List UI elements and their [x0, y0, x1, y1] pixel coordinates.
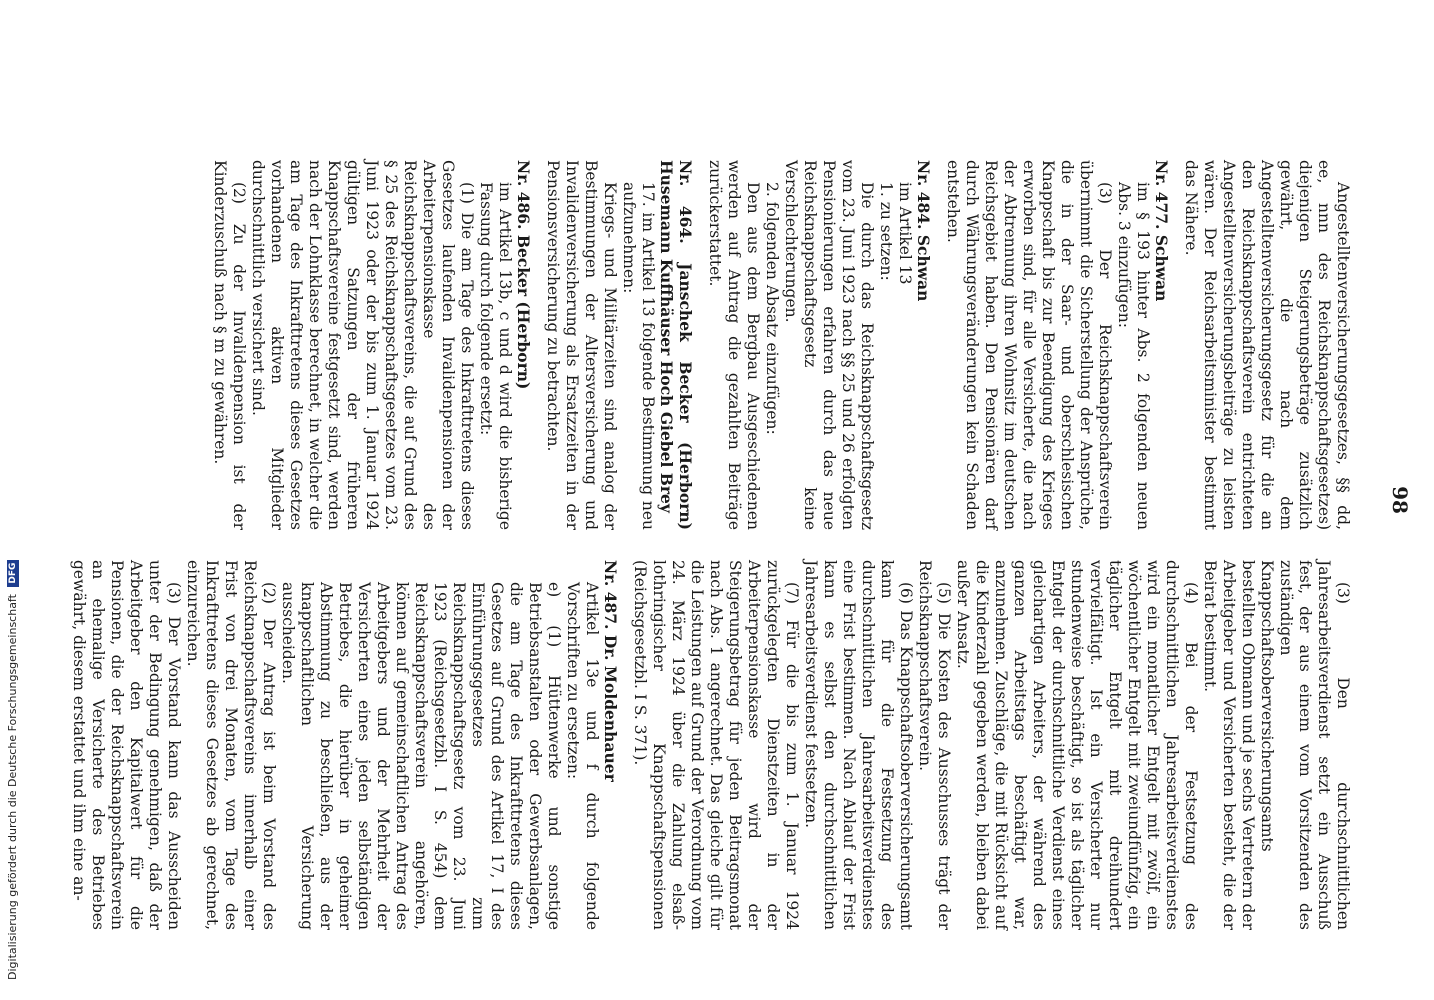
paragraph: Angestelltenversicherungsgesetzes, §§ dd, ee, nnn des Reichsknappschaftsgesetzes) diejenigen Steigerungsbeträge zusätzlich gewährt, die nach dem Angestelltenversicherungsgesetz für die an den Reichsknappschaftsverein entrichteten Angestelltenversicherungsbeiträge zu leisten wären. Der Reichsarbeitsminister bestimmt das Nähere.	[1182, 160, 1352, 530]
digitization-credit	[6, 0, 26, 980]
document-page	[5, 0, 1430, 1000]
paragraph: 1. zu setzen:	[877, 182, 895, 281]
paragraph: (4) Bei der Festsetzung des durchschnittlichen Jahresarbeitsverdienstes wird ein monatlicher Entgelt mit zwölf, ein wöchentlicher Entgelt mit zweiundfünfzig, ein täglicher Entgelt mit dreihundert vervielfältigt. Ist ein Versicherter nur stundenweise beschäftigt, so ist als täglicher Entgelt der durchschnittliche Verdienst eines gleichartigen Arbeiters, der während des ganzen Arbeitstags beschäftigt war, anzunehmen. Zuschläge, die mit Rücksicht auf die Kinderzahl gegeben werden, bleiben dabei außer Ansatz.	[954, 560, 1200, 930]
paragraph: e) (1) Hüttenwerke und sonstige Betriebsanstalten oder Gewerbsanlagen, die am Tage des Inkrafttretens dieses Gesetzes auf Grund des Artikel 17, I des Einführungsgesetzes zum Reichsknappschaftsgesetz vom 23. Juni 1923 (Reichsgesetzbl. I S. 454) dem Reichsknappschaftsverein angehören, können auf gemeinschaftlichen Antrag des Arbeitgebers und der Mehrheit der Versicherten eines jeden selbständigen Betriebes, die hierüber in geheimer Abstimmung zu beschließen, aus der knappschaftlichen Versicherung ausscheiden.	[279, 582, 563, 930]
paragraph: (5) Die Kosten des Ausschusses trägt der Reichsknappschaftsverein.	[916, 560, 953, 930]
page-number: 98	[1388, 486, 1412, 514]
right-column	[69, 560, 1352, 930]
paragraph: (3) Der Reichsknappschaftsverein übernimmt die Sicherstellung der Ansprüche, die in der Saar- und oberschlesischen Knappschaft bis zur Beendigung des Krieges erworben sind, für alle Versicherte, die nach der Abtrennung ihren Wohnsitz im deutschen Reichsgebiet haben. Den Pensionären darf durch Währungsveränderungen kein Schaden entstehen.	[944, 160, 1114, 530]
dfg-logo: DFG	[7, 560, 19, 587]
paragraph: im Artikel 13	[896, 182, 914, 285]
paragraph: Den aus dem Bergbau Ausgeschiedenen werden auf Antrag die gezahlten Beiträge zurückerstattet.	[706, 160, 762, 530]
paragraph: (2) Zu der Invalidenpension ist der Kinderzuschuß nach § m zu gewähren.	[211, 160, 248, 530]
credit-text: Digitalisierung gefördert durch die Deutsche Forschungsgemeinschaft	[6, 594, 19, 980]
paragraph: 17. im Artikel 13 folgende Bestimmung neu aufzunehmen:	[620, 182, 657, 530]
paragraph: im Artikel 13b, c und d wird die bisherige Fassung durch folgende ersetzt:	[477, 182, 514, 530]
section-heading: Nr. 487. Dr. Moldenhauer	[601, 560, 620, 782]
left-column	[210, 160, 1352, 530]
paragraph: im § 193 hinter Abs. 2 folgenden neuen Abs. 3 einzufügen:	[1115, 182, 1152, 530]
paragraph: Die durch das Reichsknappschaftsgesetz vom 23. Juni 1923 nach §§ 25 und 26 erfolgten Pensionierungen erfahren durch das neue Reichsknappschaftsgesetz keine Verschlechterungen.	[782, 160, 876, 530]
paragraph: (2) Der Antrag ist beim Vorstand des Reichsknappschaftsvereins innerhalb einer Frist von drei Monaten, vom Tage des Inkrafttretens dieses Gesetzes ab gerechnet, einzureichen.	[184, 560, 278, 930]
paragraph: 2. folgenden Absatz einzufügen:	[763, 182, 781, 435]
paragraph: (6) Das Knappschaftsoberversicherungsamt kann für die Festsetzung des durchschnittlichen Jahresarbeitsverdienstes eine Frist bestimmen. Nach Ablauf der Frist kann es selbst den durchschnittlichen Jahresarbeitsverdienst festsetzen.	[802, 560, 915, 930]
section-heading: Nr. 477. Schwan	[1152, 160, 1171, 302]
paragraph: Artikel 13e und f durch folgende Vorschriften zu ersetzen:	[564, 582, 601, 930]
paragraph: (3) Den durchschnittlichen Jahresarbeitsverdienst setzt ein Ausschuß fest, der aus einem vom Vorsitzenden des zuständigen Knappschaftsoberversicherungsamts bestellten Obmann und je sechs Vertretern der Arbeitgeber und Versicherten besteht, die der Beirat bestimmt.	[1201, 560, 1352, 930]
section-heading: Nr. 486. Becker (Herborn)	[514, 160, 533, 390]
paragraph: Kriegs- und Militärzeiten sind analog der Bestimmungen der Altersversicherung und Invalidenversicherung als Ersatzzeiten in der Pensionsversicherung zu betrachten.	[544, 160, 619, 530]
paragraph: (7) Für die bis zum 1. Januar 1924 zurückgelegten Dienstzeiten in der Arbeiterpensionskasse wird der Steigerungsbetrag für jeden Beitragsmonat nach Abs. 1 angerechnet. Das gleiche gilt für die Leistungen auf Grund der Verordnung vom 24. März 1924 über die Zahlung elsaß-lothringischer Knappschaftspensionen (Reichsgesetzbl. I S. 371).	[631, 560, 801, 930]
paragraph: (3) Der Vorstand kann das Ausscheiden unter der Bedingung genehmigen, daß der Arbeitgeber den Kapitalwert für die Pensionen, die der Reichsknappschaftsverein an ehemalige Versicherte des Betriebes gewährt, diesem erstattet und ihm eine an-	[70, 560, 183, 930]
paragraph: (1) Die am Tage des Inkrafttretens dieses Gesetzes laufenden Invalidenpensionen der Arbeiterpensionskasse des Reichsknappschaftsvereins, die auf Grund des § 25 des Reichsknappschaftsgesetzes vom 23. Juni 1923 oder der bis zum 1. Januar 1924 gültigen Satzungen der früheren Knappschaftsvereine festgesetzt sind, werden nach der Lohnklasse berechnet, in welcher die am Tage des Inkrafttretens dieses Gesetzes vorhandenen aktiven Mitglieder durchschnittlich versichert sind.	[249, 160, 476, 530]
section-heading: Nr. 484. Schwan	[914, 160, 933, 302]
section-heading: Nr. 464. Janschek Becker (Herborn) Husemann Kuffhäuser Hoch Giebel Brey	[657, 160, 695, 530]
